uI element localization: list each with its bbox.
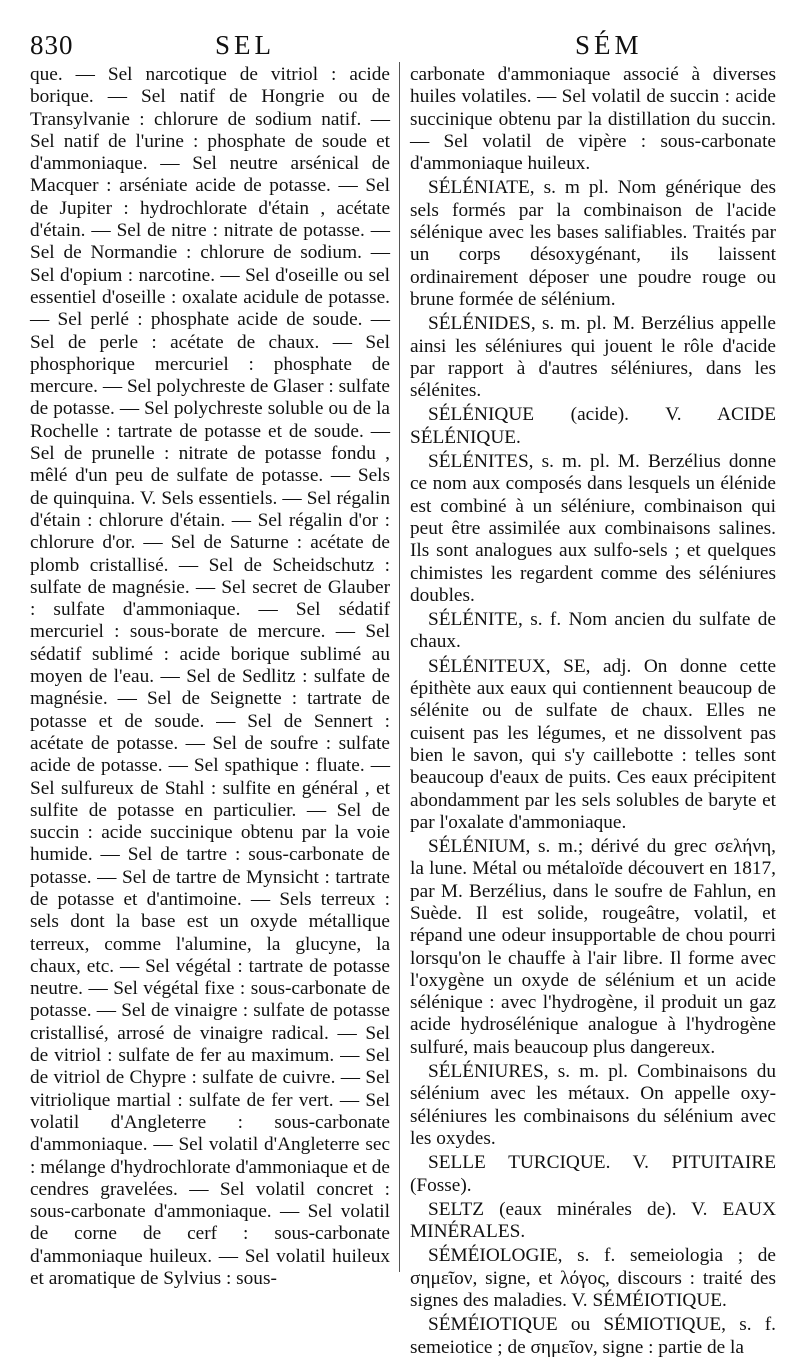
- entry-selenites: SÉLÉNITES, s. m. pl. M. Berzélius donne ce nom aux composés dans lesquels un élénide est combiné à un séléniure, combinaison qui peut être assimilée aux combinaisons salines. Ils sont analogues aux sulfo-sels ; et quelques chimistes les regardent comme des séléniures doubles.: [410, 451, 776, 606]
- right-guide-word: SÉM: [575, 30, 643, 60]
- left-guide-word: SEL: [215, 30, 276, 60]
- entry-selenium: SÉLÉNIUM, s. m.; dérivé du grec σελήνη, la lune. Métal ou métaloïde découvert en 1817, par M. Berzélius, dans le soufre de Fahlun, en Suède. Il est solide, rougeâtre, volatil, et répand une odeur insupportable de chou pourri lorsqu'on le chauffe à l'air libre. Il forme avec l'oxygène un oxyde de sélénium et un acide sélénique : avec l'hydrogène, il produit un gaz acide hydrosélénique analogue à l'hydrogène sulfuré, mais beaucoup plus dangereux.: [410, 836, 776, 1058]
- entry-selle-turcique: SELLE TURCIQUE. V. PITUITAIRE (Fosse).: [410, 1152, 776, 1196]
- entry-selenides: SÉLÉNIDES, s. m. pl. M. Berzélius appelle ainsi les séléniures qui jouent le rôle d'acide par rapport à d'autres séléniures, dans les sélénites.: [410, 313, 776, 402]
- entry-seleniures: SÉLÉNIURES, s. m. pl. Combinaisons du sélénium avec les métaux. On appelle oxy-séléniures les combinaisons du sélénium avec les oxydes.: [410, 1061, 776, 1149]
- entry-selenite: SÉLÉNITE, s. f. Nom ancien du sulfate de chaux.: [410, 609, 776, 653]
- entry-continuation: carbonate d'ammoniaque associé à diverses huiles volatiles. — Sel volatil de succin : acide succinique obtenu par la distillation du succin. — Sel volatil de vipère : sous-carbonate d'ammoniaque huileux.: [410, 64, 776, 175]
- left-column: [30, 64, 390, 1290]
- entry-semeiologie: SÉMÉIOLOGIE, s. f. semeiologia ; de σημεῖον, signe, et λόγος, discours : traité des signes des maladies. V. SÉMÉIOTIQUE.: [410, 1245, 776, 1312]
- left-column-text: que. — Sel narcotique de vitriol : acide borique. — Sel natif de Hongrie ou de Transylvanie : chlorure de sodium natif. — Sel natif de l'urine : phosphate de soude et d'ammoniaque. — Sel neutre arsénical de Macquer : arséniate acide de potasse. — Sel de Jupiter : hydrochlorate d'étain , acétate d'étain. — Sel de nitre : nitrate de potasse. — Sel de Normandie : chlorure de sodium. — Sel d'opium : narcotine. — Sel d'oseille ou sel essentiel d'oseille : oxalate acidule de potasse. — Sel perlé : phosphate acide de soude. — Sel de perle : acétate de chaux. — Sel phosphorique mercuriel : phosphate de mercure. — Sel polychreste de Glaser : sulfate de potasse. — Sel polychreste soluble ou de la Rochelle : tartrate de potasse et de soude. — Sel de prunelle : nitrate de potasse fondu , mêlé d'un peu de sulfate de potasse. — Sels de quinquina. V. Sels essentiels. — Sel régalin d'étain : chlorure d'étain. — Sel régalin d'or : chlorure d'or. — Sel de Saturne : acétate de plomb cristallisé. — Sel de Scheidschutz : sulfate de magnésie. — Sel secret de Glauber : sulfate d'ammoniaque. — Sel sédatif mercuriel : sous-borate de mercure. — Sel sédatif sublimé : acide borique sublimé au moyen de l'eau. — Sel de Sedlitz : sulfate de magnésie. — Sel de Seignette : tartrate de potasse et de soude. — Sel de Sennert : acétate de potasse. — Sel de soufre : sulfate acide de potasse. — Sel spathique : fluate. — Sel sulfureux de Stahl : sulfite en général , et sulfite de potasse en particulier. — Sel de succin : acide succinique obtenu par la voie humide. — Sel de tartre : sous-carbonate de potasse. — Sel de tartre de Mynsicht : tartrate de potasse et d'antimoine. — Sels terreux : sels dont la base est un oxyde métallique terreux, comme l'alumine, la glucyne, la chaux, etc. — Sel végétal : tartrate de potasse neutre. — Sel végétal fixe : sous-carbonate de potasse. — Sel de vinaigre : sulfate de potasse cristallisé, arrosé de vinaigre radical. — Sel de vitriol : sulfate de fer au maximum. — Sel de vitriol de Chypre : sulfate de cuivre. — Sel vitriolique martial : sulfate de fer vert. — Sel volatil d'Angleterre : sous-carbonate d'ammoniaque. — Sel volatil d'Angleterre sec : mélange d'hydrochlorate d'ammoniaque et de cendres gravelées. — Sel volatil concret : sous-carbonate d'ammoniaque. — Sel volatil de corne de cerf : sous-carbonate d'ammoniaque huileux. — Sel volatil huileux et aromatique de Sylvius : sous-: [30, 64, 390, 1290]
- entry-semeiotique: SÉMÉIOTIQUE ou SÉMIOTIQUE, s. f. semeiotice ; de σημεῖον, signe : partie de la: [410, 1314, 776, 1358]
- column-divider: [399, 62, 400, 1272]
- entry-selenique: SÉLÉNIQUE (acide). V. ACIDE SÉLÉNIQUE.: [410, 404, 776, 448]
- entry-seltz: SELTZ (eaux minérales de). V. EAUX MINÉRALES.: [410, 1198, 776, 1243]
- entry-seleniteux: SÉLÉNITEUX, SE, adj. On donne cette épithète aux eaux qui contiennent beaucoup de sélénite ou de sulfate de chaux. Elles ne cuisent pas les légumes, et ne dissolvent pas bien le savon, qui s'y caillebotte : telles sont beaucoup d'eaux de puits. Ces eaux précipitent abondamment par les sels solubles de baryte et par l'oxalate d'ammoniaque.: [410, 655, 776, 833]
- page-number: 830: [30, 30, 74, 60]
- right-column: [410, 64, 776, 1359]
- entry-seleniate: SÉLÉNIATE, s. m pl. Nom générique des sels formés par la combinaison de l'acide sélénique avec les bases salifiables. Traités par un corps désoxygénant, ils laissent ordinairement déposer une poudre rouge ou brune formée de sélénium.: [410, 177, 776, 310]
